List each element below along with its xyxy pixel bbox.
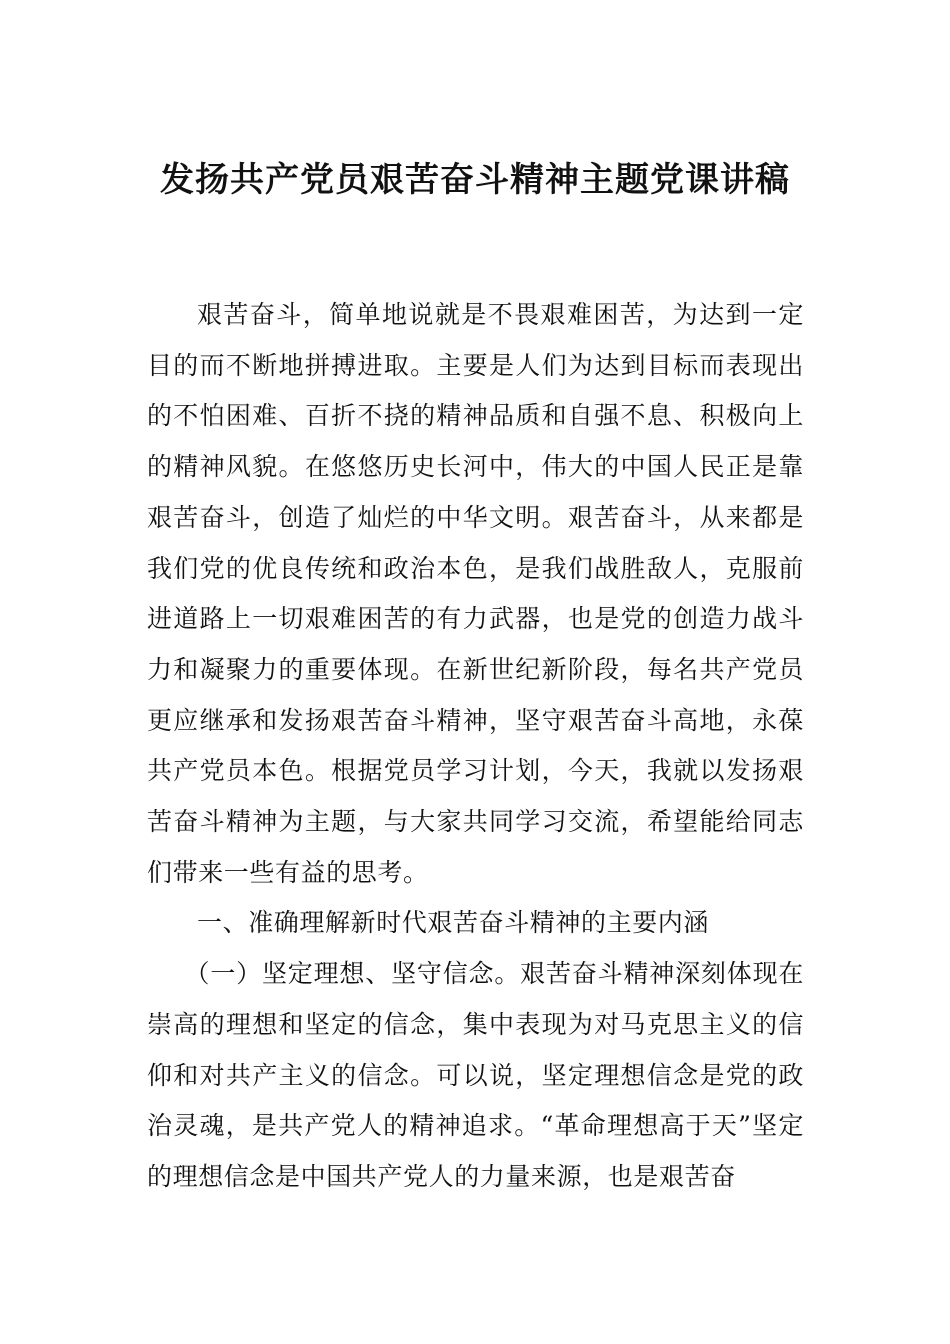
document-body — [147, 290, 804, 1203]
subsection-paragraph-1: （一）坚定理想、坚守信念。艰苦奋斗精神深刻体现在崇高的理想和坚定的信念，集中表现为对马克思主义的信仰和对共产主义的信念。可以说，坚定理想信念是党的政治灵魂，是共产党人的精神追求。“革命理想高于天”坚定的理想信念是中国共产党人的力量来源，也是艰苦奋 — [147, 959, 804, 1191]
intro-paragraph: 艰苦奋斗，简单地说就是不畏艰难困苦，为达到一定目的而不断地拼搏进取。主要是人们为达到目标而表现出的不怕困难、百折不挠的精神品质和自强不息、积极向上的精神风貌。在悠悠历史长河中，伟大的中国人民正是靠艰苦奋斗，创造了灿烂的中华文明。艰苦奋斗，从来都是我们党的优良传统和政治本色，是我们战胜敌人，克服前进道路上一切艰难困苦的有力武器，也是党的创造力战斗力和凝聚力的重要体现。在新世纪新阶段，每名共产党员更应继承和发扬艰苦奋斗精神，坚守艰苦奋斗高地，永葆共产党员本色。根据党员学习计划，今天，我就以发扬艰苦奋斗精神为主题，与大家共同学习交流，希望能给同志们带来一些有益的思考。 — [147, 300, 804, 887]
section-heading-1: 一、准确理解新时代艰苦奋斗精神的主要内涵 — [197, 908, 710, 938]
document-title: 发扬共产党员艰苦奋斗精神主题党课讲稿 — [160, 160, 790, 200]
